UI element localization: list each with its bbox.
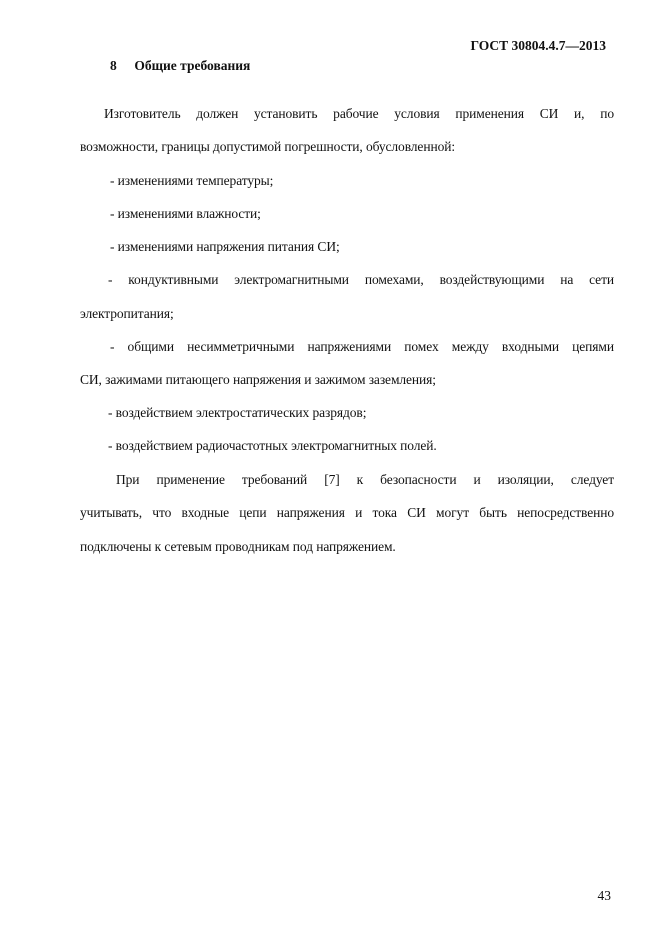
paragraph-line: подключены к сетевым проводникам под напряжением.: [80, 539, 396, 554]
list-item: - воздействием электростатических разрядов;: [108, 405, 367, 420]
list-item: - воздействием радиочастотных электромагнитных полей.: [108, 438, 437, 453]
section-title: Общие требования: [134, 58, 251, 73]
list-item-continuation: электропитания;: [80, 306, 174, 321]
document-code-header: ГОСТ 30804.4.7—2013: [470, 38, 606, 53]
list-item: - изменениями напряжения питания СИ;: [110, 239, 340, 254]
paragraph-line: возможности, границы допустимой погрешности, обусловленной:: [80, 139, 455, 154]
list-item: - изменениями температуры;: [110, 173, 274, 188]
page-number: 43: [597, 888, 611, 903]
paragraph-line: Изготовитель должен установить рабочие условия применения СИ и, по: [104, 106, 614, 121]
section-heading: [110, 58, 250, 74]
list-item: - кондуктивными электромагнитными помехами, воздействующими на сети: [108, 272, 614, 287]
list-item-continuation: СИ, зажимами питающего напряжения и зажимом заземления;: [80, 372, 436, 387]
paragraph-line: При применение требований [7] к безопасности и изоляции, следует: [116, 472, 614, 487]
paragraph-line: учитывать, что входные цепи напряжения и тока СИ могут быть непосредственно: [80, 505, 614, 520]
list-item: - изменениями влажности;: [110, 206, 261, 221]
list-item: - общими несимметричными напряжениями помех между входными цепями: [110, 339, 614, 354]
section-number: 8: [110, 58, 117, 73]
